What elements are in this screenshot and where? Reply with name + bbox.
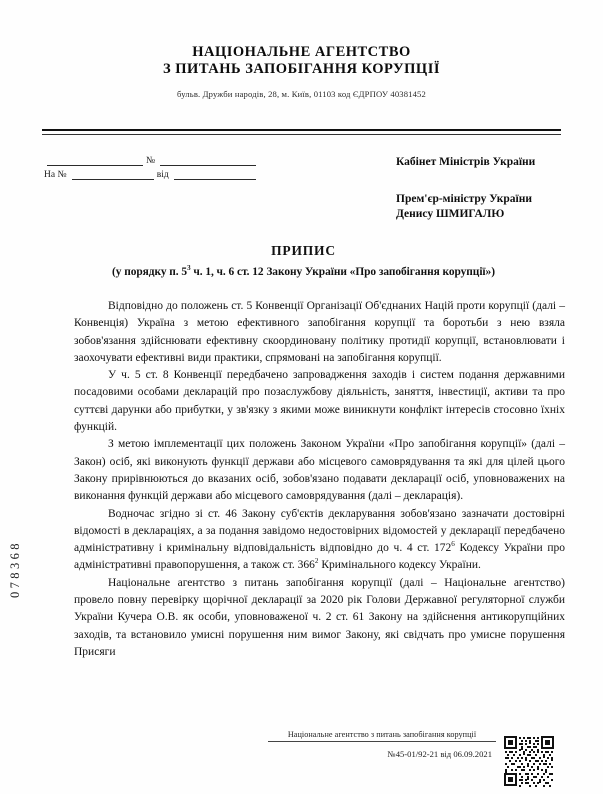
- paragraph-4-superscript-2: 2: [314, 557, 319, 566]
- reference-block: [44, 152, 259, 180]
- reference-number-label: №: [145, 156, 156, 166]
- body-paragraph-5: Національне агентство з питань запобігання корупції (далі – Національне агентство) провело повну перевірку щорічної декларації за 2020 рік Голови Державної регуляторної служби України Кучера О.В. як особи, уповноваженої ч. 2 ст. 61 Закону на здійснення антикорупційних заходів, та встановило умисні порушення ним вимог Закону, які свідчать про умисне порушення Присяги: [74, 576, 565, 658]
- stamp-document-number: №45-01/92-21 від 06.09.2021: [387, 749, 492, 759]
- header-divider-thick: [42, 129, 561, 131]
- organization-name-line-2: З ПИТАНЬ ЗАПОБІГАННЯ КОРУПЦІЇ: [163, 61, 440, 77]
- header-divider-thin: [42, 134, 561, 135]
- reference-date-blank: [174, 170, 256, 180]
- qr-code-icon: [503, 735, 555, 787]
- incoming-reference-row: [44, 166, 259, 180]
- body-paragraph-3: З метою імплементації цих положень Законом України «Про запобігання корупції» (далі – Закон) осіб, які виконують функції держави або місцевого самоврядування та які для цілей цього Закону прирівнюються до вказаних осіб, зобов'язано подавати декларації осіб, уповноважених на виконання функцій держави або місцевого самоврядування (далі – декларація).: [74, 438, 565, 503]
- reference-number-blank-right: [160, 156, 256, 166]
- body-paragraph-2: У ч. 5 ст. 8 Конвенції передбачено запровадження заходів і систем подання державними посадовими особами декларацій про позаслужбову діяльність, заняття, інвестиції, активи та про суттєві дарунки або прибутки, у зв'язку з якими може виникнути конфлікт інтересів стосовно їхніх функцій.: [74, 369, 565, 434]
- addressee-organization: Кабінет Міністрів України: [396, 156, 536, 168]
- paragraph-4-text-1: Водночас згідно зі ст. 46 Закону суб'єктів декларування зобов'язано зазначати достовірні відомості в деклараціях, а за подання завідомо недостовірних відомостей у декларації передбачено адміністративну і кримінальну відповідальність відповідно до ч. 4 ст. 172: [74, 507, 565, 555]
- subtitle-text-after: ч. 1, ч. 6 ст. 12 Закону України «Про запобігання корупції»): [190, 266, 495, 278]
- document-subtitle: [30, 266, 577, 278]
- document-title: ПРИПИС: [271, 243, 336, 258]
- paragraph-4-text-2: Кодексу України про адміністративні правопорушення, а також ст. 366: [74, 542, 565, 572]
- reference-number-row: [44, 152, 259, 166]
- document-body: [74, 298, 565, 661]
- organization-name-line-1: НАЦІОНАЛЬНЕ АГЕНТСТВО: [192, 44, 411, 60]
- addressee-block: [396, 155, 596, 222]
- stamp-organization: Національне агентство з питань запобігання корупції: [268, 730, 496, 742]
- letterhead: [0, 0, 603, 99]
- body-paragraph-4: [74, 506, 565, 575]
- paragraph-4-text-3: Кримінального кодексу України.: [318, 559, 481, 572]
- reference-number-blank-left: [47, 156, 143, 166]
- subtitle-superscript: 3: [187, 264, 191, 273]
- title-block: [30, 243, 577, 278]
- addressee-position: Прем'єр-міністру України: [396, 193, 532, 205]
- reference-date-label: від: [156, 170, 169, 180]
- paragraph-4-superscript-1: 6: [451, 540, 455, 549]
- incoming-number-label: На №: [44, 170, 67, 180]
- addressee-spacer: [396, 170, 596, 192]
- registration-stamp: [268, 730, 496, 759]
- subtitle-text-before: (у порядку п. 5: [112, 266, 188, 278]
- organization-address: бульв. Дружби народів, 28, м. Київ, 01103 код ЄДРПОУ 40381452: [177, 89, 426, 99]
- incoming-number-blank: [72, 170, 154, 180]
- body-paragraph-1: Відповідно до положень ст. 5 Конвенції Організації Об'єднаних Націй проти корупції (далі – Конвенція) Україна з метою ефективного запобігання корупції та боротьби з нею взяла зобов'язання здійснювати ефективну скоординовану політику протидії корупції, встановлювати і заохочувати ефективні види практики, спрямовані на запобігання корупції.: [74, 300, 565, 364]
- addressee-person: Денису ШМИГАЛЮ: [396, 208, 505, 220]
- margin-vertical-number: 078368: [8, 540, 22, 598]
